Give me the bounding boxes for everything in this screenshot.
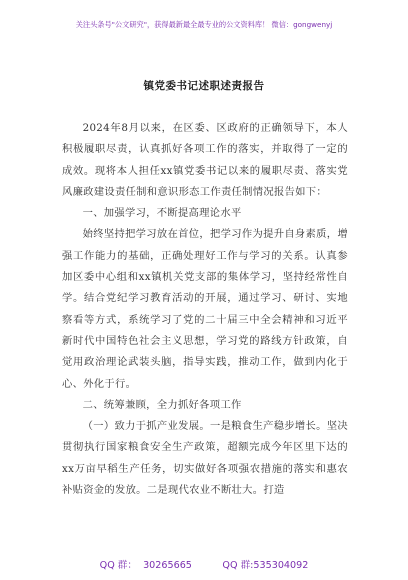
section-heading-1: 一、加强学习，不断提高理论水平 (82, 207, 242, 220)
footer-qq-groups (0, 557, 408, 571)
intro-paragraph: 2024年8月以来，在区委、区政府的正确领导下，本人积极履职尽责，认真抓好各项工作的落实，并取得了一定的成效。现将本人担任xx镇党委书记以来的履职尽责、落实党风廉政建设责任制和意识形态工作责任制情况报告如下： (62, 122, 348, 198)
qq-group-1: QQ 群： 30265665 (99, 560, 192, 571)
document-title: 镇党委书记述职述责报告 (143, 80, 265, 92)
section-2-paragraph: （一）致力于抓产业发展。一是粮食生产稳步增长。坚决贯彻执行国家粮食安全生产政策，超额完成今年区里下达的xx万亩早稻生产任务，切实做好各项强农措施的落实和惠农补贴资金的发放。二是现代农业不断壮大。打造 (62, 420, 348, 497)
qq-group-2: QQ 群:535304092 (222, 560, 309, 571)
section-1-paragraph: 始终坚持把学习放在首位，把学习作为提升自身素质，增强工作能力的基础，正确处理好工作与学习的关系。认真参加区委中心组和xx镇机关党支部的集体学习，坚持经常性自学。结合党纪学习教育活动的开展，通过学习、研讨、实地察看等方式，系统学习了党的二十届三中全会精神和习近平新时代中国特色社会主义思想，学习党的路线方针政策，自觉用政治理论武装头脑，指导实践，推动工作，做到内化于心、外化于行。 (62, 228, 348, 390)
document-body (62, 118, 348, 501)
section-heading-2: 二、统筹兼顾，全力抓好各项工作 (82, 398, 242, 411)
top-promo-banner: 关注头条号"公文研究"，获得最新最全最专业的公文资料库！ 微信：gongwenyj (75, 20, 333, 29)
